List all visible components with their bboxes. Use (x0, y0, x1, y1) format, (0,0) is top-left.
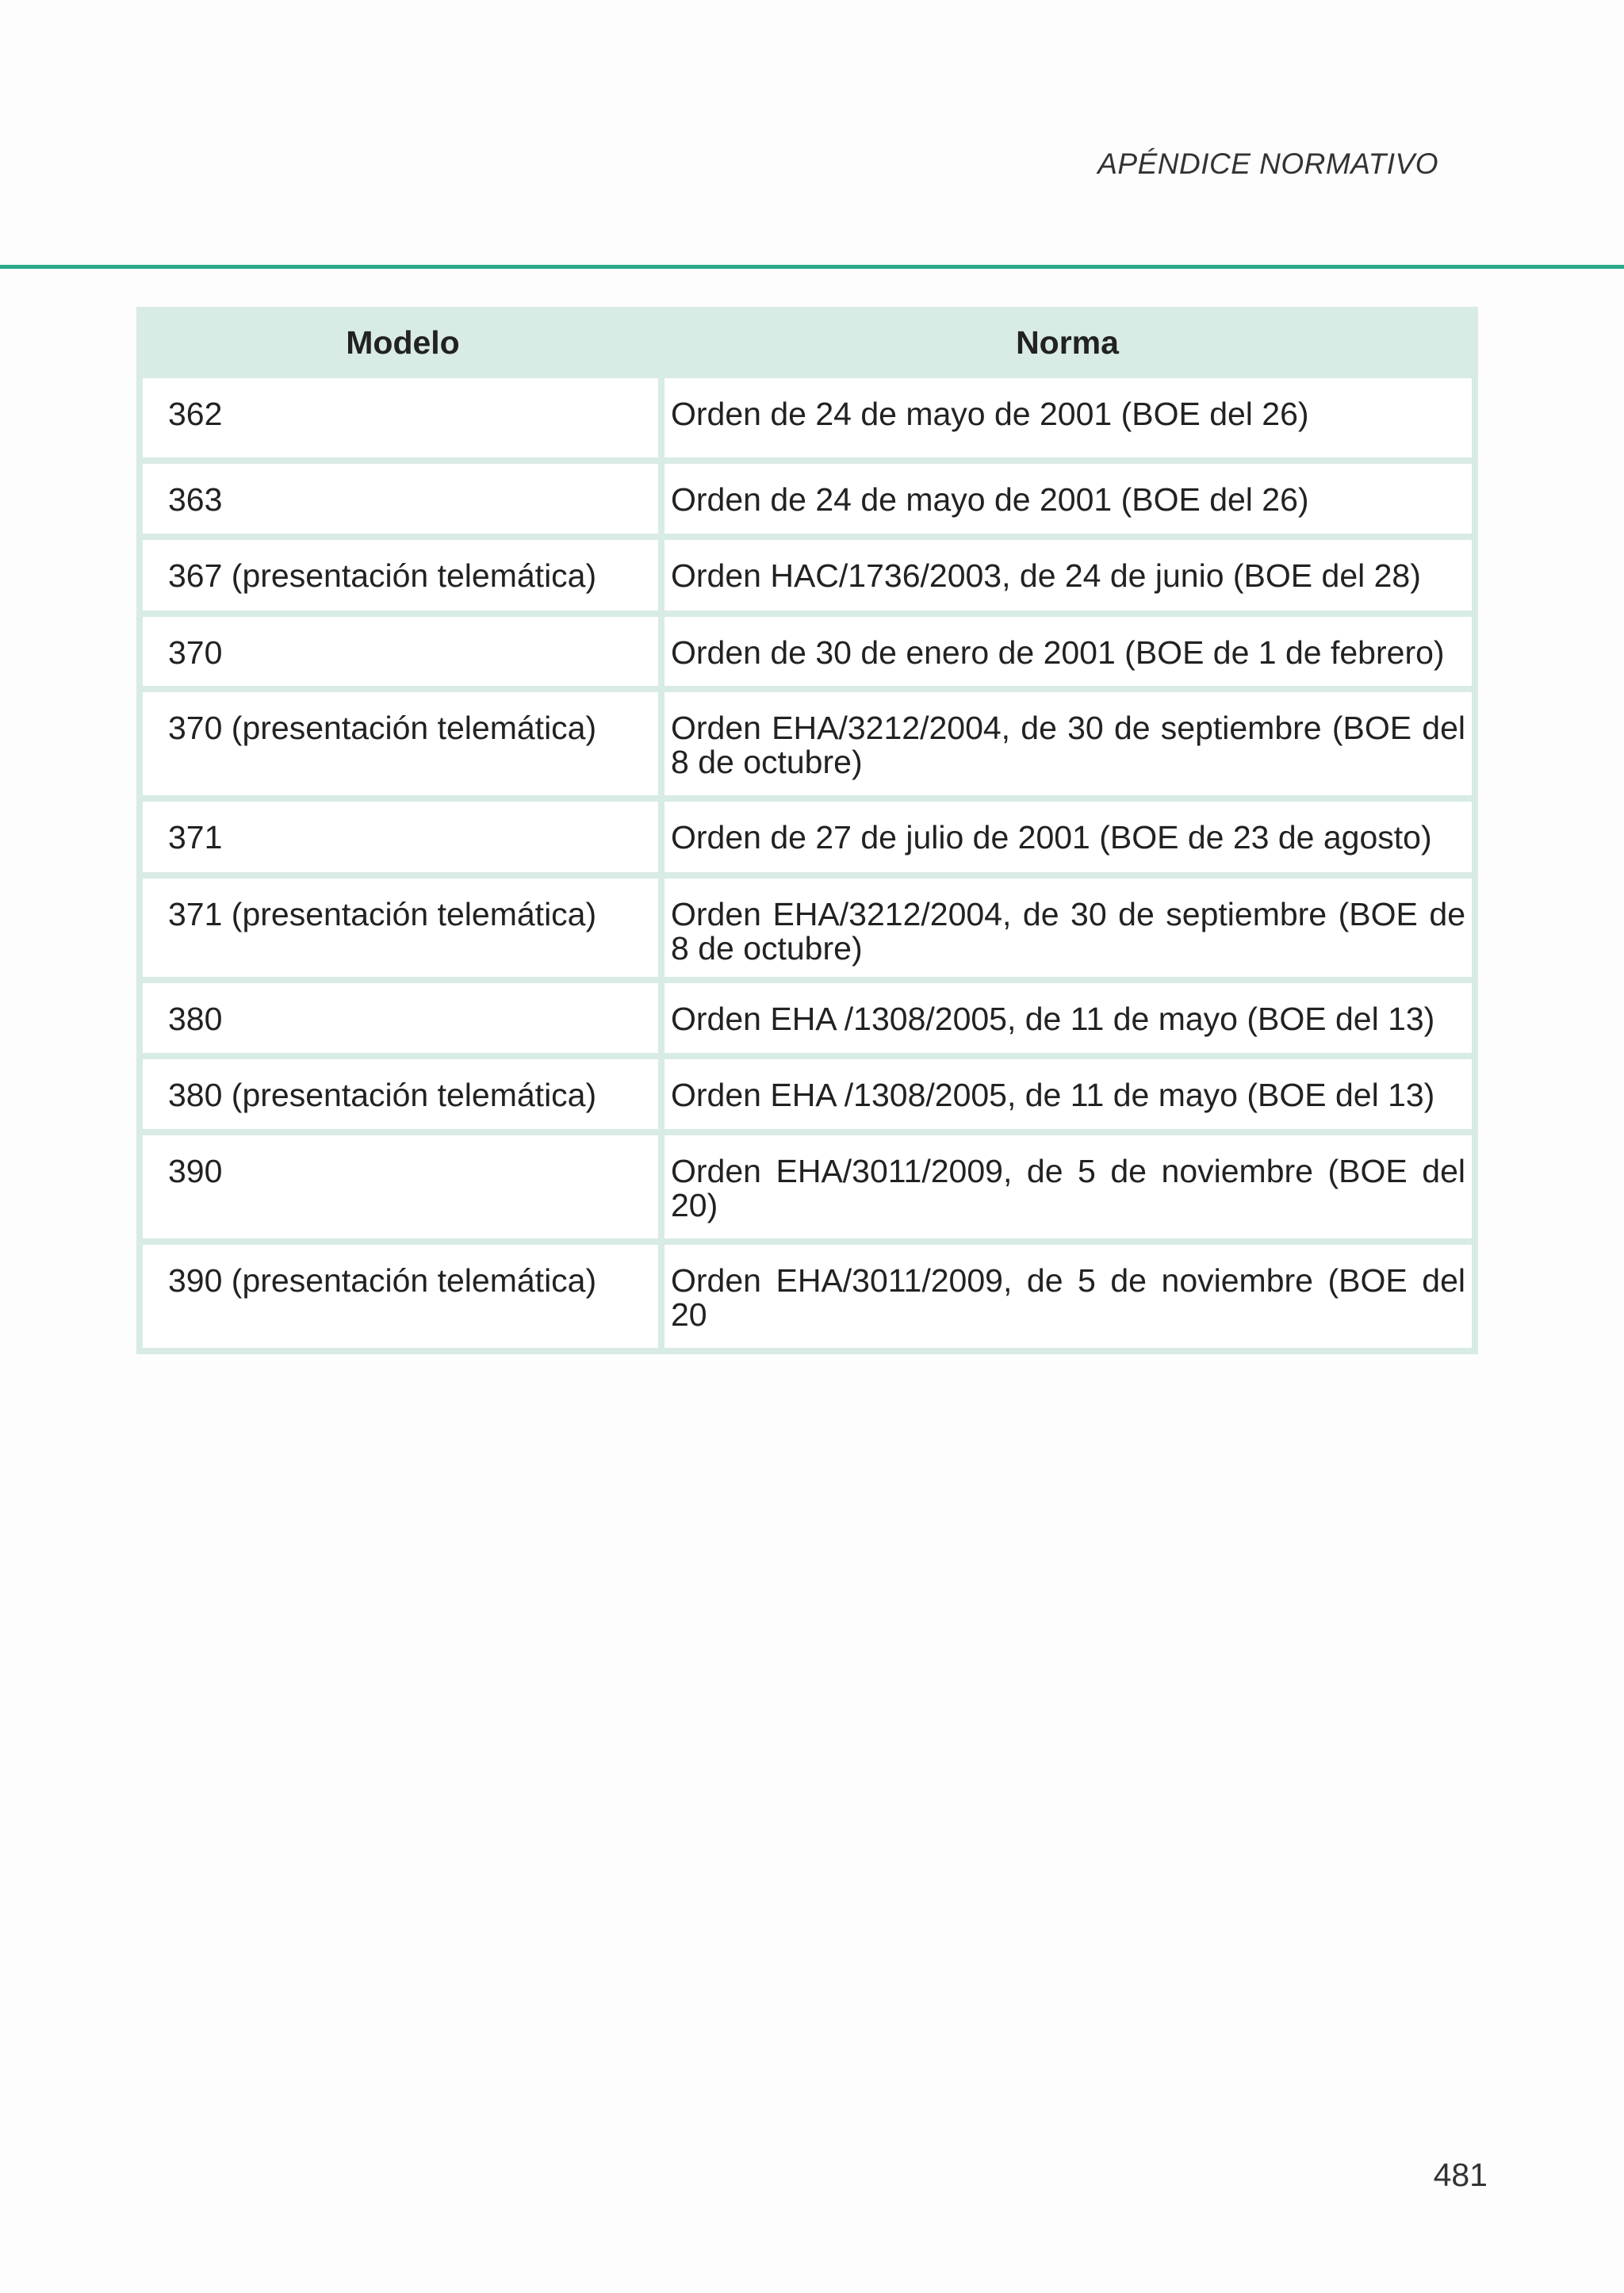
modelo-cell: 367 (presentación telemática) (143, 540, 658, 611)
table-body (143, 378, 1472, 1348)
table-row (143, 879, 1472, 977)
column-header-norma: Norma (1016, 323, 1119, 361)
modelo-cell: 380 (143, 983, 658, 1053)
table-row (143, 1059, 1472, 1129)
table-row (143, 540, 1472, 611)
norma-cell: Orden EHA/3011/2009, de 5 de noviembre (BOE del 20 (665, 1245, 1472, 1348)
modelo-cell: 370 (143, 617, 658, 686)
table-row (143, 1135, 1472, 1238)
norma-cell: Orden de 27 de julio de 2001 (BOE de 23 de agosto) (665, 802, 1472, 872)
norma-cell: Orden de 24 de mayo de 2001 (BOE del 26) (665, 378, 1472, 457)
modelo-cell: 380 (presentación telemática) (143, 1059, 658, 1129)
table-row (143, 617, 1472, 686)
modelo-cell: 371 (presentación telemática) (143, 879, 658, 977)
column-header-modelo: Modelo (346, 323, 460, 361)
modelo-cell: 390 (143, 1135, 658, 1238)
legislation-table (136, 307, 1478, 1354)
table-row (143, 464, 1472, 534)
modelo-cell: 370 (presentación telemática) (143, 692, 658, 795)
modelo-cell: 390 (presentación telemática) (143, 1245, 658, 1348)
norma-cell: Orden EHA/3212/2004, de 30 de septiembre (BOE de 8 de octubre) (665, 879, 1472, 977)
norma-cell: Orden EHA/3011/2009, de 5 de noviembre (BOE del 20) (665, 1135, 1472, 1238)
modelo-cell: 362 (143, 378, 658, 457)
running-header: APÉNDICE NORMATIVO (1097, 147, 1438, 180)
norma-cell: Orden EHA /1308/2005, de 11 de mayo (BOE del 13) (665, 1059, 1472, 1129)
page-number: 481 (1433, 2157, 1488, 2193)
norma-cell: Orden EHA /1308/2005, de 11 de mayo (BOE del 13) (665, 983, 1472, 1053)
modelo-cell: 371 (143, 802, 658, 872)
table-header-row (143, 307, 1472, 378)
modelo-cell: 363 (143, 464, 658, 534)
norma-cell: Orden de 24 de mayo de 2001 (BOE del 26) (665, 464, 1472, 534)
norma-cell: Orden EHA/3212/2004, de 30 de septiembre (BOE del 8 de octubre) (665, 692, 1472, 795)
norma-cell: Orden de 30 de enero de 2001 (BOE de 1 de febrero) (665, 617, 1472, 686)
table-row (143, 378, 1472, 457)
table-row (143, 983, 1472, 1053)
table-row (143, 802, 1472, 872)
table-row (143, 692, 1472, 795)
table-row (143, 1245, 1472, 1348)
header-rule (0, 265, 1624, 269)
norma-cell: Orden HAC/1736/2003, de 24 de junio (BOE del 28) (665, 540, 1472, 611)
